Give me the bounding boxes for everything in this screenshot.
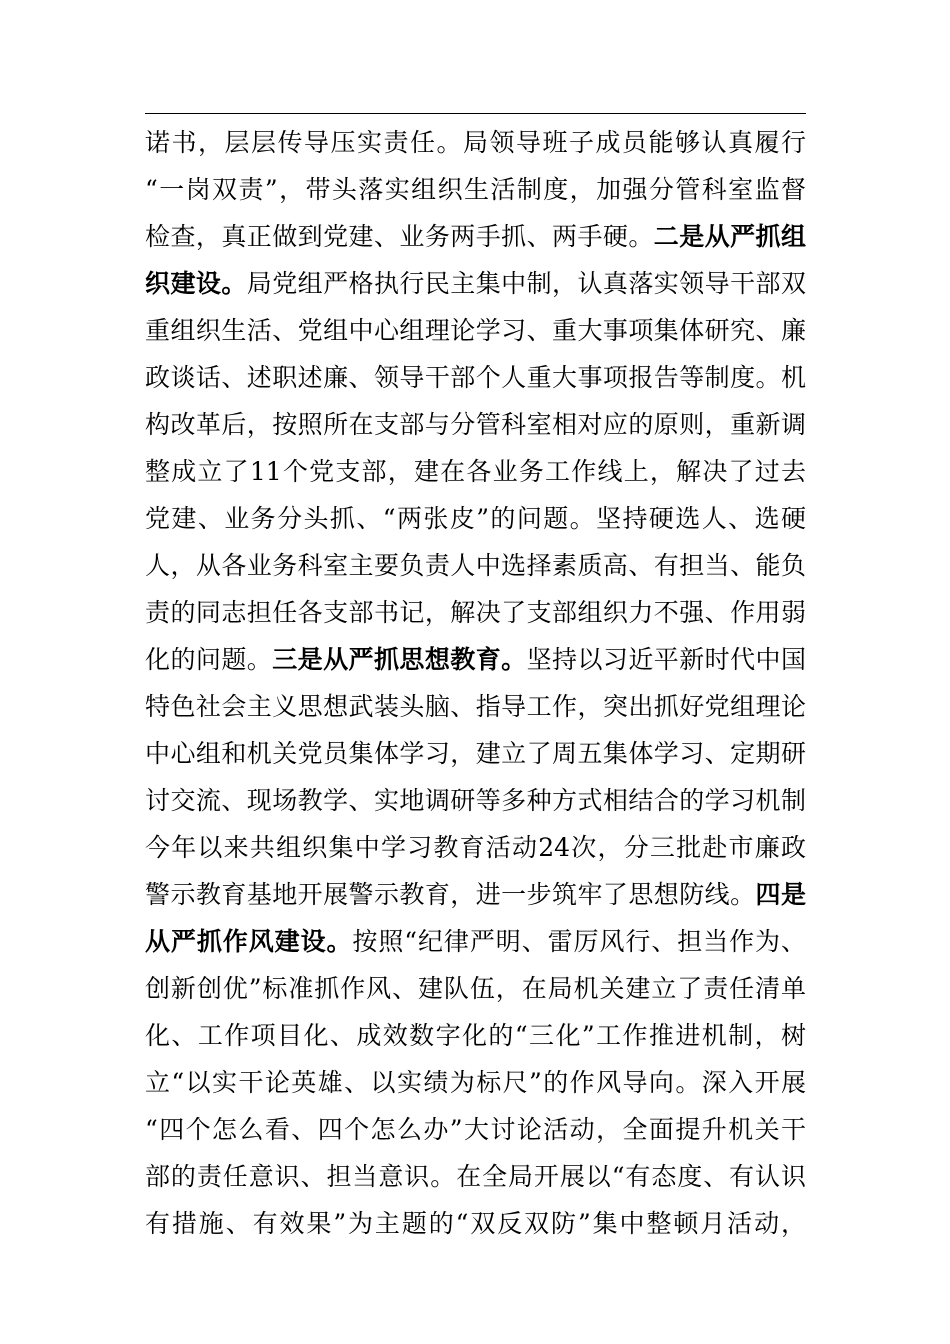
- text-line-18: 从严抓作风建设。按照“纪律严明、雷厉风行、担当作为、: [145, 927, 806, 956]
- text-line-15: 讨交流、现场教学、实地调研等多种方式相结合的学习机制: [145, 786, 806, 815]
- heading-point-four-cont: 从严抓作风建设。: [145, 927, 353, 956]
- text-line-4: 织建设。局党组严格执行民主集中制，认真落实领导干部双: [145, 269, 806, 298]
- body-paragraph: [145, 119, 806, 1247]
- heading-point-four: 四是: [755, 880, 806, 909]
- text-line-1: 诺书，层层传导压实责任。局领导班子成员能够认真履行: [145, 128, 806, 157]
- text-line-22: “四个怎么看、四个怎么办”大讨论活动，全面提升机关干: [145, 1115, 806, 1144]
- text-line-11: 责的同志担任各支部书记，解决了支部组织力不强、作用弱: [145, 598, 806, 627]
- text-line-10: 人，从各业务科室主要负责人中选择素质高、有担当、能负: [145, 551, 806, 580]
- text-line-3: 检查，真正做到党建、业务两手抓、两手硬。二是从严抓组: [145, 222, 806, 251]
- text-line-2: “一岗双责”，带头落实组织生活制度，加强分管科室监督: [145, 175, 806, 204]
- text-line-6: 政谈话、述职述廉、领导干部个人重大事项报告等制度。机: [145, 363, 806, 392]
- text-line-14: 中心组和机关党员集体学习，建立了周五集体学习、定期研: [145, 739, 806, 768]
- text-line-21: 立“以实干论英雄、以实绩为标尺”的作风导向。深入开展: [145, 1068, 806, 1097]
- text-line-17: 警示教育基地开展警示教育，进一步筑牢了思想防线。四是: [145, 880, 806, 909]
- text-line-5: 重组织生活、党组中心组理论学习、重大事项集体研究、廉: [145, 316, 806, 345]
- heading-point-two: 二是从严抓组: [653, 222, 806, 251]
- text-line-12: 化的问题。三是从严抓思想教育。坚持以习近平新时代中国: [145, 645, 806, 674]
- text-line-24: 有措施、有效果”为主题的“双反双防”集中整顿月活动，: [145, 1209, 806, 1238]
- text-line-13: 特色社会主义思想武装头脑、指导工作，突出抓好党组理论: [145, 692, 806, 721]
- text-line-8: 整成立了11个党支部，建在各业务工作线上，解决了过去: [145, 457, 806, 486]
- text-line-19: 创新创优”标准抓作风、建队伍，在局机关建立了责任清单: [145, 974, 806, 1003]
- heading-point-two-cont: 织建设。: [145, 269, 247, 298]
- header-rule: [145, 113, 806, 114]
- text-line-20: 化、工作项目化、成效数字化的“三化”工作推进机制，树: [145, 1021, 806, 1050]
- text-line-16: 今年以来共组织集中学习教育活动24次，分三批赴市廉政: [145, 833, 806, 862]
- text-line-23: 部的责任意识、担当意识。在全局开展以“有态度、有认识: [145, 1162, 806, 1191]
- heading-point-three: 三是从严抓思想教育。: [272, 645, 527, 674]
- text-line-7: 构改革后，按照所在支部与分管科室相对应的原则，重新调: [145, 410, 806, 439]
- text-line-9: 党建、业务分头抓、“两张皮”的问题。坚持硬选人、选硬: [145, 504, 806, 533]
